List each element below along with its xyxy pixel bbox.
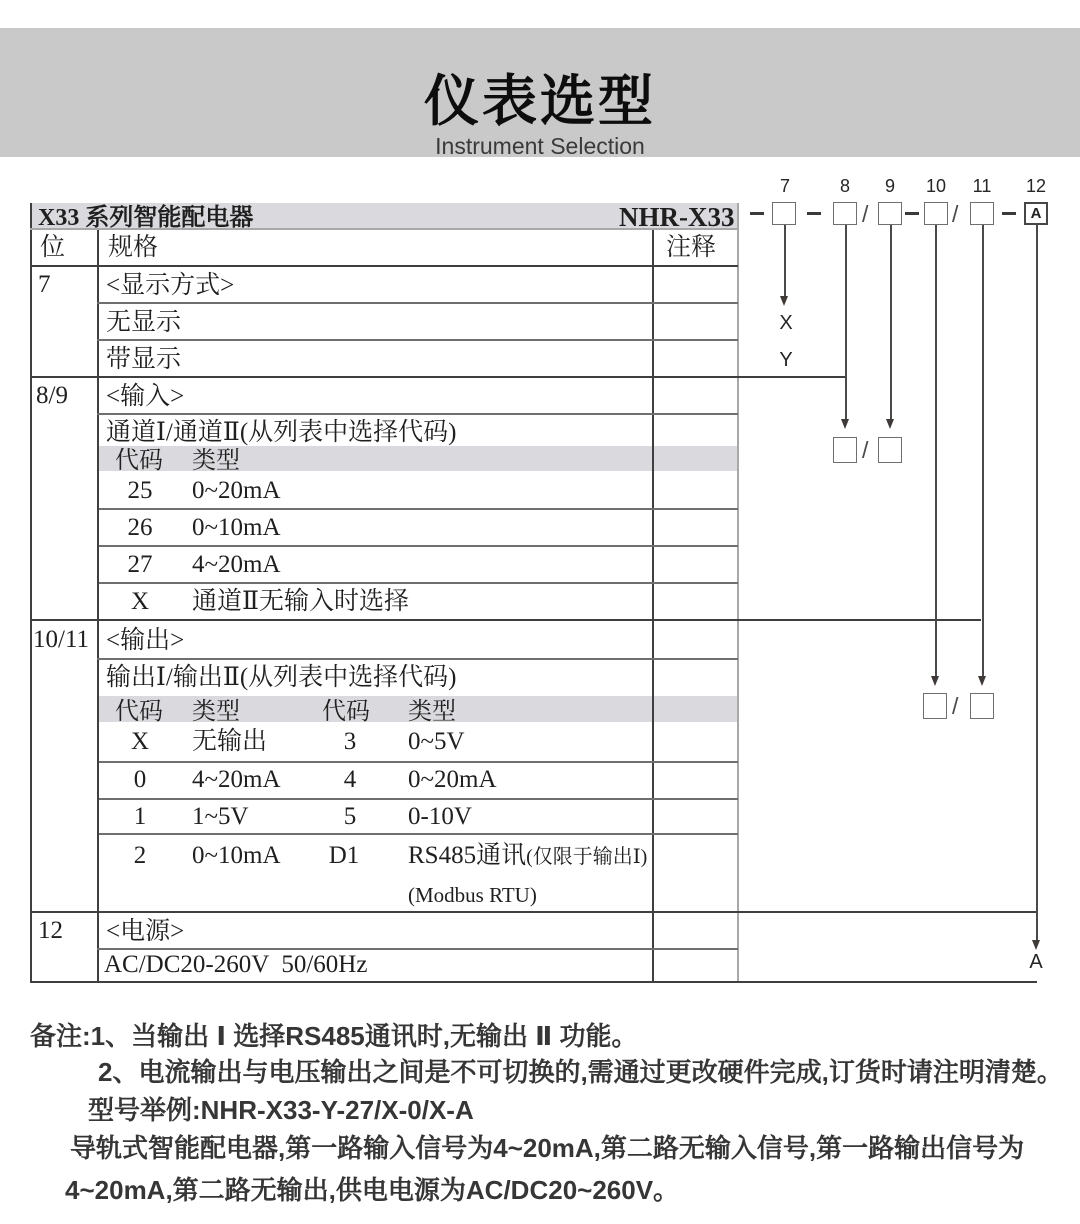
table-right-border: [737, 203, 739, 982]
position-digit: 10: [925, 176, 947, 196]
section-divider-extended: [30, 376, 845, 378]
arrow-down-icon: [886, 419, 894, 429]
page-subtitle: Instrument Selection: [435, 133, 645, 159]
output-code: 1: [133, 803, 147, 830]
input-code-box-2: [878, 437, 902, 463]
pos-column-divider: [97, 228, 99, 982]
output-type: RS485通讯(仅限于输出Ⅰ): [408, 842, 648, 869]
output-type: 无输出: [192, 728, 268, 755]
slash-separator: /: [862, 437, 869, 463]
sec7-pos: 7: [38, 271, 51, 298]
sec1011-head-code2: 代码: [322, 699, 370, 725]
output-type-note: (仅限于输出Ⅰ): [526, 846, 648, 868]
output-code: 4: [343, 766, 357, 793]
divider: [99, 833, 738, 835]
sec1011-head-code1: 代码: [115, 699, 163, 725]
input-type: 4~20mA: [192, 551, 281, 578]
series-title: X33 系列智能配电器: [38, 205, 254, 231]
note-line-5: 4~20mA,第二路无输出,供电电源为AC/DC20~260V。: [65, 1175, 680, 1205]
slash-separator: /: [952, 201, 959, 227]
option-label-y: Y: [779, 349, 793, 371]
col-header-pos: 位: [40, 234, 66, 261]
output-code-box-1: [923, 693, 947, 719]
pointer-line-11: [982, 225, 984, 676]
code-box-12-suffix: A: [1024, 202, 1048, 225]
input-code: 26: [127, 514, 153, 541]
sec12-value: AC/DC20-260V 50/60Hz: [104, 951, 368, 978]
input-code: X: [130, 588, 150, 615]
position-digit: 12: [1025, 176, 1047, 196]
output-code: X: [130, 728, 150, 755]
arrow-down-icon: [780, 296, 788, 306]
table-left-border: [30, 203, 32, 982]
sec89-head-code: 代码: [115, 448, 163, 474]
output-code: D1: [328, 842, 360, 869]
note-column-divider: [652, 228, 654, 982]
output-code: 3: [343, 728, 357, 755]
sec12-pos: 12: [38, 917, 63, 944]
input-type: 0~10mA: [192, 514, 281, 541]
position-digit: 9: [884, 176, 896, 196]
input-code-box-1: [833, 437, 857, 463]
page-banner: [0, 28, 1080, 157]
note-line-1: 备注:1、当输出 Ⅰ 选择RS485通讯时,无输出 Ⅱ 功能。: [30, 1021, 638, 1051]
output-type: 0-10V: [408, 803, 472, 830]
divider: [99, 508, 738, 510]
position-digit: 11: [972, 176, 992, 196]
sec89-head-type: 类型: [192, 448, 240, 474]
output-code: 5: [343, 803, 357, 830]
sec7-option-with-display: 带显示: [106, 346, 182, 373]
page-title: 仪表选型: [423, 70, 656, 132]
sec7-title: <显示方式>: [106, 272, 235, 299]
position-digit: 8: [839, 176, 851, 196]
dash-separator: [807, 212, 821, 215]
arrow-down-icon: [931, 676, 939, 686]
col-header-spec: 规格: [108, 234, 159, 261]
output-type: 4~20mA: [192, 766, 281, 793]
code-box-11: [970, 202, 994, 225]
dash-separator: [750, 212, 764, 215]
sec1011-pos: 10/11: [33, 626, 90, 653]
dash-separator: [905, 212, 919, 215]
arrow-down-icon: [978, 676, 986, 686]
output-code: 2: [133, 842, 147, 869]
input-type: 0~20mA: [192, 477, 281, 504]
sec1011-title: <输出>: [106, 627, 185, 654]
divider: [99, 761, 738, 763]
table-bottom-border-extended: [30, 981, 1037, 983]
input-type: 通道Ⅱ无输入时选择: [192, 588, 409, 615]
divider: [97, 302, 738, 304]
pointer-line-7: [784, 225, 786, 296]
section-divider-extended: [30, 911, 1037, 913]
pointer-line-9: [890, 225, 892, 419]
divider: [97, 413, 738, 415]
output-type: 0~10mA: [192, 842, 281, 869]
slash-separator: /: [952, 693, 959, 719]
arrow-down-icon: [841, 419, 849, 429]
dash-separator: [1002, 212, 1016, 215]
sec12-title: <电源>: [106, 918, 185, 945]
sec1011-head-type1: 类型: [192, 699, 240, 725]
pointer-line-8: [845, 225, 847, 419]
output-type: 1~5V: [192, 803, 249, 830]
sec89-pos: 8/9: [36, 382, 68, 409]
divider: [30, 265, 738, 267]
note-line-4: 导轨式智能配电器,第一路输入信号为4~20mA,第二路无输入信号,第一路输出信号为: [70, 1133, 1025, 1163]
col-header-note: 注释: [666, 234, 717, 261]
slash-separator: /: [862, 201, 869, 227]
divider: [99, 582, 738, 584]
code-box-9: [878, 202, 902, 225]
code-box-7: [772, 202, 796, 225]
divider: [99, 798, 738, 800]
position-digit: 7: [779, 176, 791, 196]
sec7-option-no-display: 无显示: [106, 309, 182, 336]
divider: [99, 545, 738, 547]
code-box-10: [924, 202, 948, 225]
output-code: 0: [133, 766, 147, 793]
output-type: 0~20mA: [408, 766, 497, 793]
divider: [97, 948, 738, 950]
pointer-line-10: [935, 225, 937, 676]
input-code: 27: [127, 551, 153, 578]
output-type-subnote: (Modbus RTU): [408, 883, 537, 907]
section-divider-extended: [30, 619, 981, 621]
arrow-down-icon: [1032, 940, 1040, 950]
sec1011-head-type2: 类型: [408, 699, 456, 725]
divider: [97, 658, 738, 660]
option-label-x: X: [779, 312, 793, 334]
sec89-title: <输入>: [106, 383, 185, 410]
input-code: 25: [127, 477, 153, 504]
pointer-line-12: [1036, 225, 1038, 940]
note-line-2: 2、电流输出与电压输出之间是不可切换的,需通过更改硬件完成,订货时请注明清楚。: [98, 1057, 1063, 1087]
option-label-a: A: [1029, 951, 1043, 973]
sec89-subtitle: 通道Ⅰ/通道Ⅱ(从列表中选择代码): [106, 419, 457, 446]
code-box-8: [833, 202, 857, 225]
note-line-3-model-example: 型号举例:NHR-X33-Y-27/X-0/X-A: [88, 1095, 474, 1125]
sec1011-subtitle: 输出Ⅰ/输出Ⅱ(从列表中选择代码): [106, 664, 457, 691]
output-code-box-2: [970, 693, 994, 719]
model-prefix: NHR-X33: [619, 202, 735, 232]
divider: [97, 339, 738, 341]
output-type: 0~5V: [408, 728, 465, 755]
